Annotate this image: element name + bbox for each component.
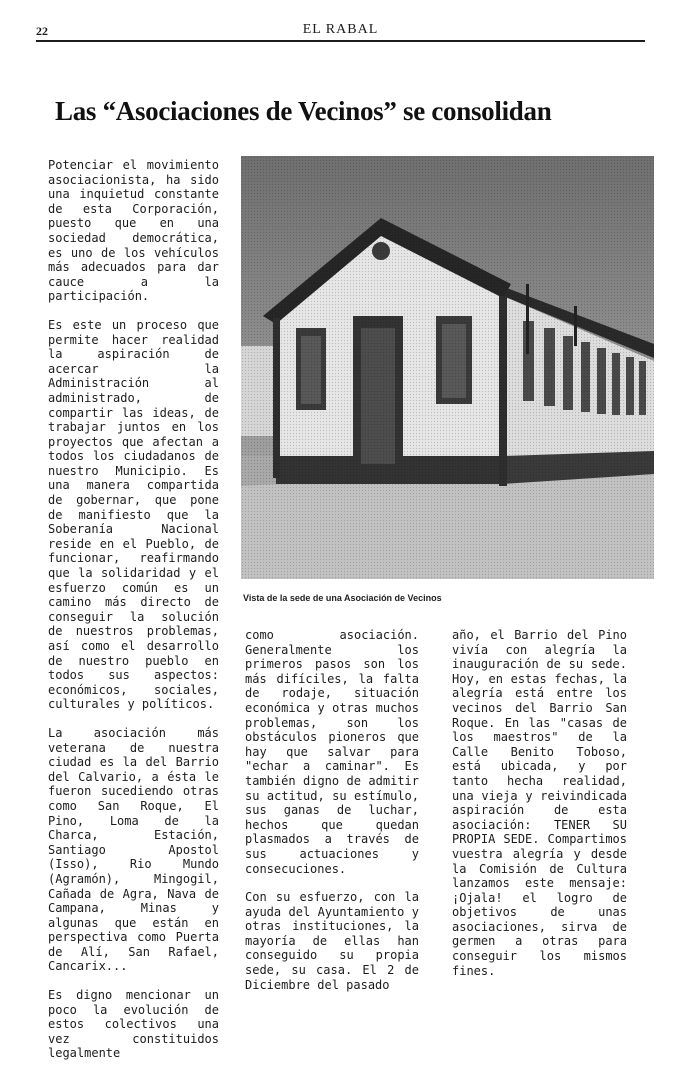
paragraph: Con su esfuerzo, con la ayuda del Ayuntamiento y otras instituciones, la mayoría de ellas han conseguido su propia sede, su casa. El 2 de Diciembre del pasado: [245, 890, 419, 992]
paragraph: año, el Barrio del Pino vivía con alegría la inauguración de su sede. Hoy, en estas fechas, la alegría está entre los vecinos del Barrio San Roque. En las "casas de los maestros" de la Calle Benito Toboso, está ubicada, y por tanto hecha realidad, una vieja y reivindicada aspiración de esta asociación: TENER SU PROPIA SEDE. Compartimos vuestra alegría y desde la Comisión de Cultura lanzamos este mensaje: ¡Ojala! el logro de objetivos de unas asociaciones, sirva de germen a otras para conseguir los mismos fines.: [452, 628, 627, 978]
header-rule: [36, 40, 645, 42]
article-headline: Las “Asociaciones de Vecinos” se consolidan: [55, 96, 552, 126]
building-illustration: [241, 156, 654, 579]
text-column-2: [245, 628, 419, 1006]
text-column-1: [48, 158, 219, 1075]
paragraph: Es digno mencionar un poco la evolución de estos colectivos una vez constituidos legalmente: [48, 988, 219, 1061]
building-photo: [241, 156, 654, 579]
paragraph: Es este un proceso que permite hacer realidad la aspiración de acercar la Administración al administrado, de compartir las ideas, de trabajar juntos en los proyectos que afectan a todos los ciudadanos de nuestro Municipio. Es una manera compartida de gobernar, que pone de manifiesto que la Soberanía Nacional reside en el Pueblo, de funcionar, reafirmando que la solidaridad y el esfuerzo común es un camino más directo de conseguir la solución de nuestros problemas, así como el desarrollo de nuestro pueblo en todos sus aspectos: económicos, sociales, culturales y políticos.: [48, 317, 219, 712]
page-number: 22: [36, 24, 48, 38]
paragraph: La asociación más veterana de nuestra ciudad es la del Barrio del Calvario, a ésta le fueron sucediendo otras como San Roque, El Pino, Loma de la Charca, Estación, Santiago Apostol (Isso), Rio Mundo (Agramón), Mingogil, Cañada de Agra, Nava de Campana, Minas y algunas que están en perspectiva como Puerta de Alí, San Rafael, Cancarix...: [48, 725, 219, 974]
magazine-title: EL RABAL: [302, 22, 379, 37]
paragraph: Potenciar el movimiento asociacionista, ha sido una inquietud constante de esta Corporación, puesto que en una sociedad democrática, es uno de los vehículos más adecuados para dar cauce a la participación.: [48, 158, 219, 304]
paragraph: como asociación. Generalmente los primeros pasos son los más difíciles, la falta de rodaje, situación económica y otras muchos problemas, son los obstáculos pioneros que hay que salvar para "echar a caminar". Es también digno de admitir su actitud, su estímulo, sus ganas de luchar, hechos que quedan plasmados a través de sus actuaciones y consecuciones.: [245, 628, 419, 876]
text-column-3: [452, 628, 627, 992]
photo-caption: Vista de la sede de una Asociación de Vecinos: [243, 593, 442, 603]
